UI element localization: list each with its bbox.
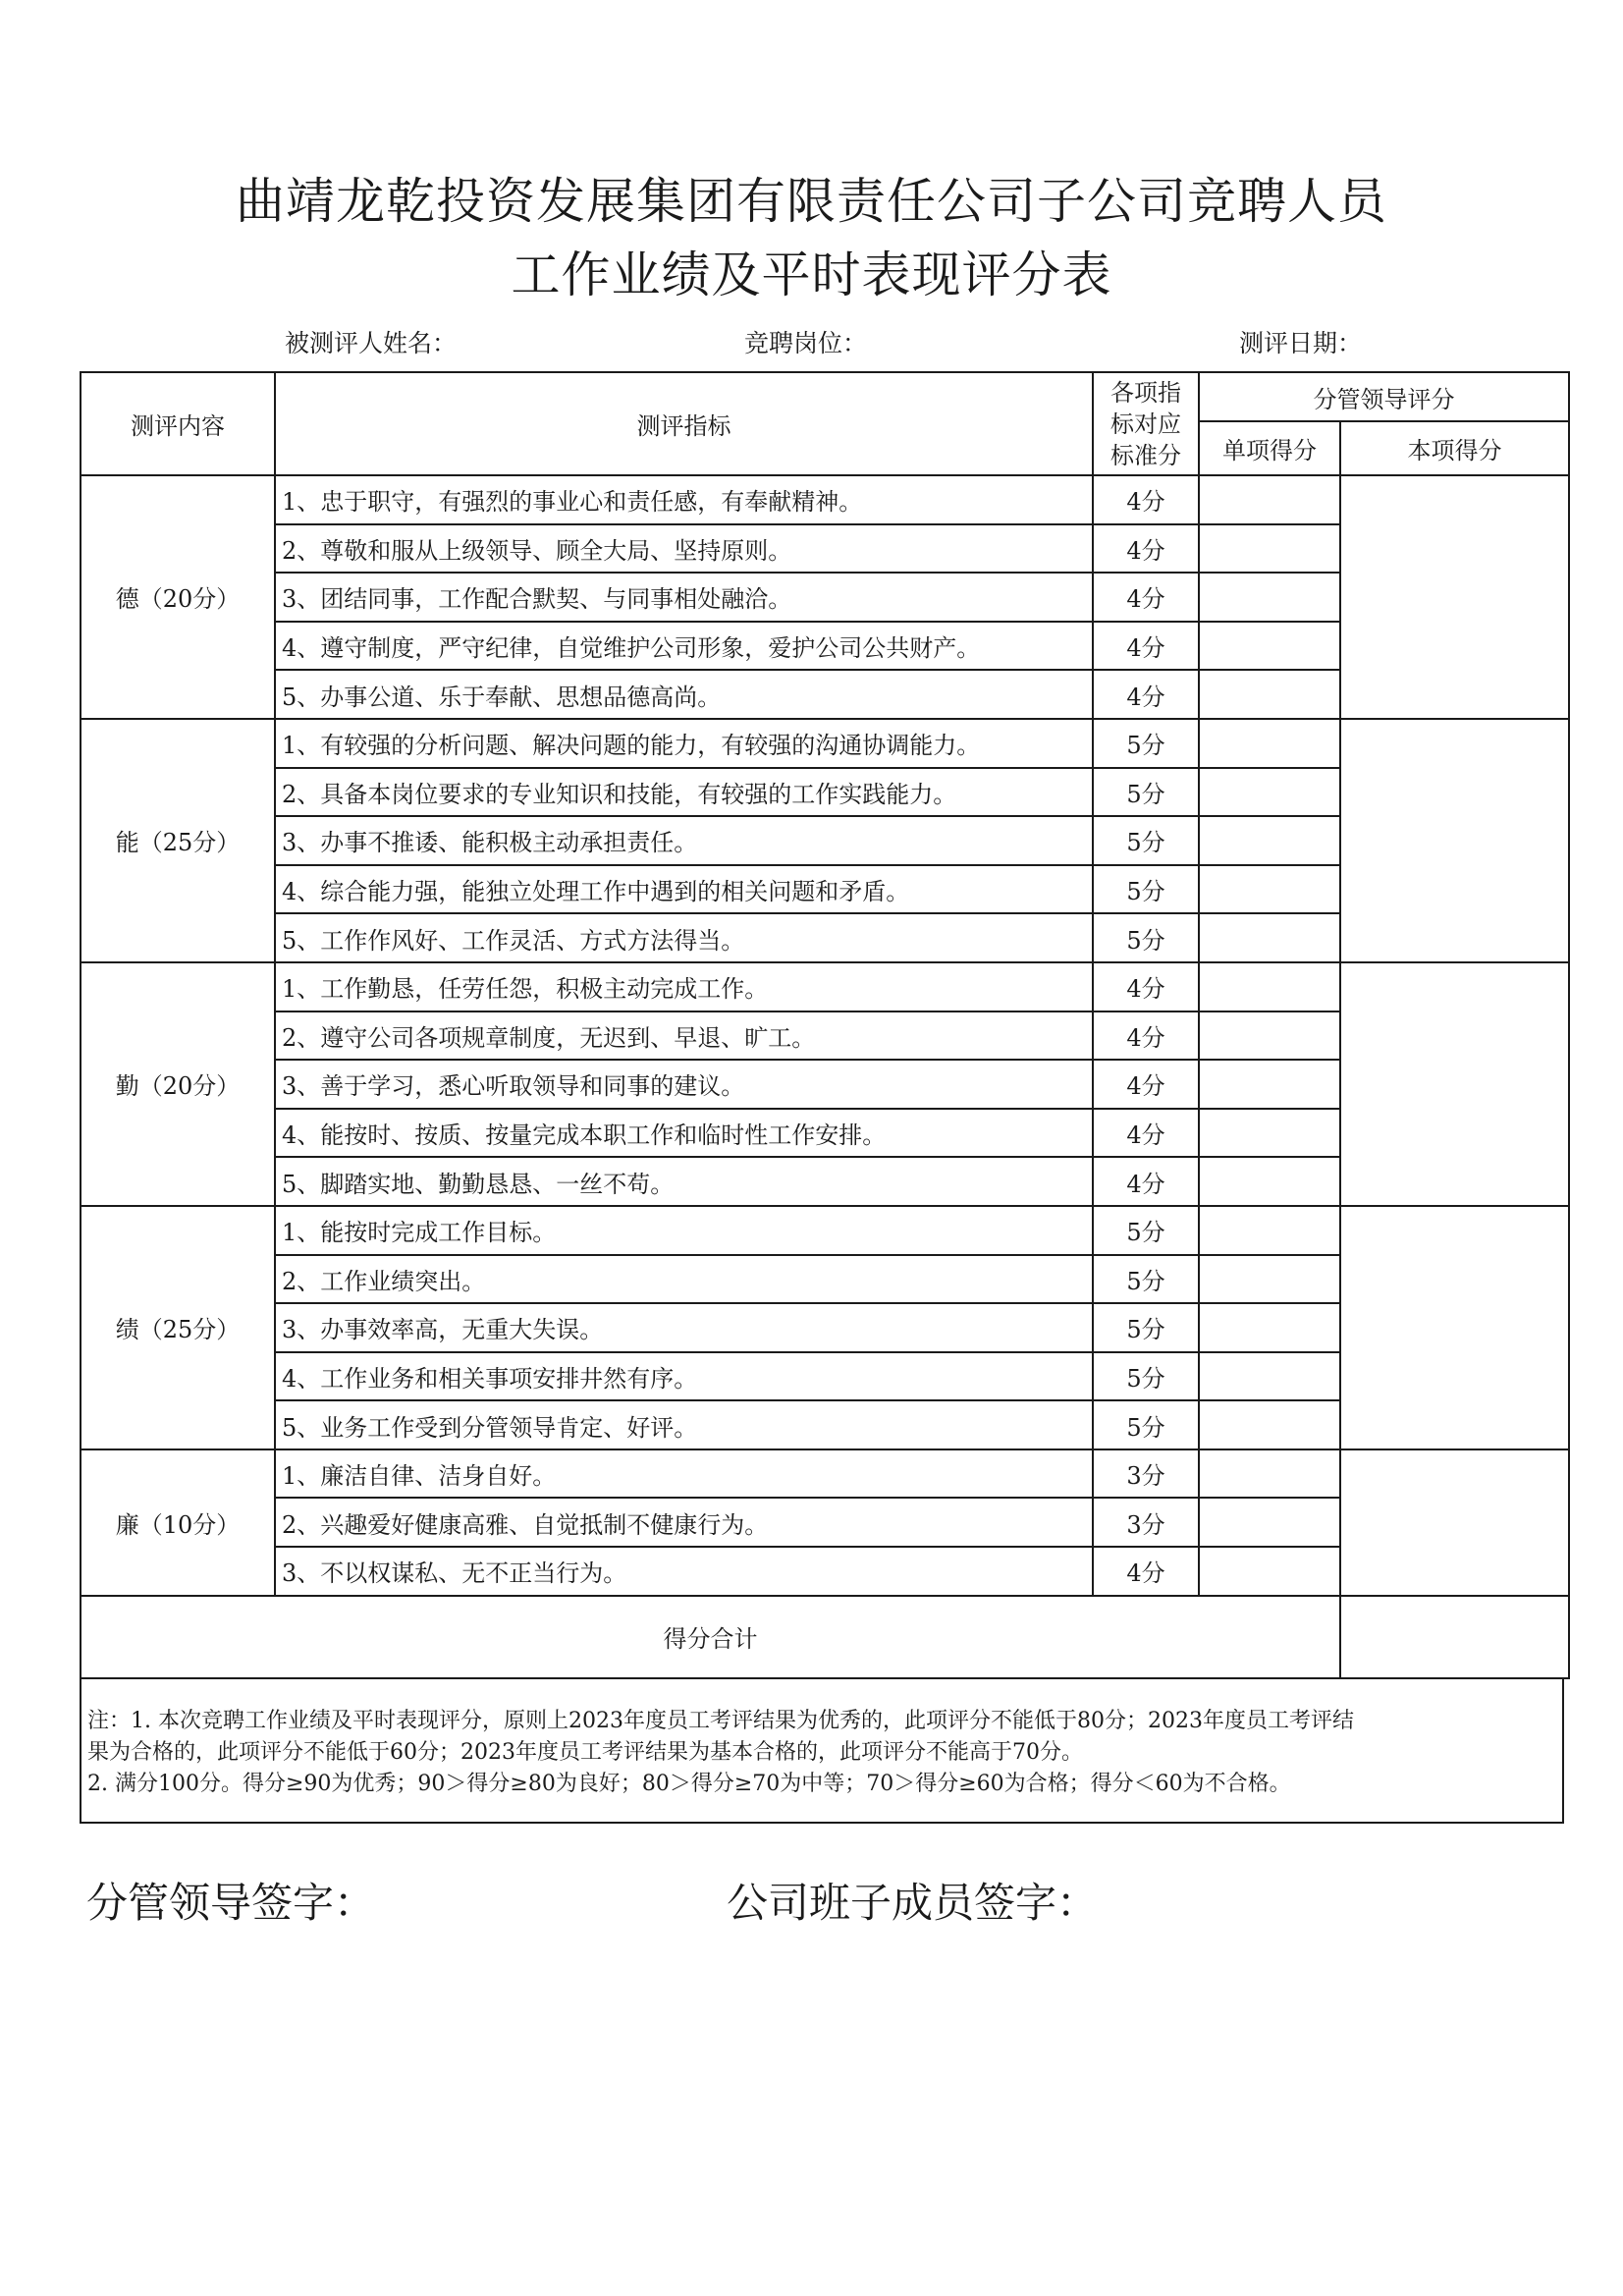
single-score-cell[interactable] (1199, 1109, 1340, 1158)
single-score-cell[interactable] (1199, 865, 1340, 914)
single-score-cell[interactable] (1199, 962, 1340, 1011)
indicator-text: 2、兴趣爱好健康高雅、自觉抵制不健康行为。 (275, 1498, 1093, 1547)
standard-score: 3分 (1093, 1498, 1199, 1547)
indicator-text: 5、脚踏实地、勤勤恳恳、一丝不苟。 (275, 1157, 1093, 1206)
table-row (81, 719, 1569, 768)
form-title-line2: 工作业绩及平时表现评分表 (511, 246, 1112, 303)
team-signature-label: 公司班子成员签字： (727, 1879, 1099, 1927)
single-score-cell[interactable] (1199, 768, 1340, 817)
section-name: 绩（25分） (81, 1206, 275, 1449)
indicator-text: 1、有较强的分析问题、解决问题的能力，有较强的沟通协调能力。 (275, 719, 1093, 768)
total-row (81, 1596, 1569, 1678)
indicator-text: 2、尊敬和服从上级领导、顾全大局、坚持原则。 (275, 524, 1093, 574)
standard-score: 4分 (1093, 670, 1199, 719)
item-score-cell[interactable] (1340, 1449, 1569, 1596)
section-name: 勤（20分） (81, 962, 275, 1206)
single-score-cell[interactable] (1199, 1303, 1340, 1352)
standard-score: 5分 (1093, 913, 1199, 962)
standard-score: 4分 (1093, 475, 1199, 524)
standard-score: 4分 (1093, 1547, 1199, 1596)
standard-score: 4分 (1093, 1011, 1199, 1061)
score-table (80, 371, 1570, 1679)
table-row (81, 962, 1569, 1011)
single-score-cell[interactable] (1199, 719, 1340, 768)
indicator-text: 1、工作勤恳，任劳任怨，积极主动完成工作。 (275, 962, 1093, 1011)
leader-signature-label: 分管领导签字： (86, 1879, 376, 1927)
indicator-text: 4、综合能力强，能独立处理工作中遇到的相关问题和矛盾。 (275, 865, 1093, 914)
table-row (81, 475, 1569, 524)
indicator-text: 3、办事效率高，无重大失误。 (275, 1303, 1093, 1352)
single-score-cell[interactable] (1199, 1498, 1340, 1547)
header-standard-line3: 标准分 (1110, 441, 1181, 469)
standard-score: 5分 (1093, 816, 1199, 865)
single-score-cell[interactable] (1199, 816, 1340, 865)
single-score-cell[interactable] (1199, 1206, 1340, 1255)
header-standard-line2: 标对应 (1110, 410, 1181, 438)
indicator-text: 1、廉洁自律、洁身自好。 (275, 1449, 1093, 1499)
assessee-name-label: 被测评人姓名： (285, 329, 458, 357)
indicator-text: 2、工作业绩突出。 (275, 1255, 1093, 1304)
standard-score: 5分 (1093, 865, 1199, 914)
indicator-text: 4、能按时、按质、按量完成本职工作和临时性工作安排。 (275, 1109, 1093, 1158)
indicator-text: 2、具备本岗位要求的专业知识和技能，有较强的工作实践能力。 (275, 768, 1093, 817)
assessment-date-label: 测评日期： (1239, 329, 1363, 357)
header-content: 测评内容 (81, 372, 275, 475)
single-score-cell[interactable] (1199, 622, 1340, 671)
note-line1: 注：1. 本次竞聘工作业绩及平时表现评分，原则上2023年度员工考评结果为优秀的，此项评分不能低于80分；2023年度员工考评结 (87, 1709, 1354, 1733)
single-score-cell[interactable] (1199, 1400, 1340, 1449)
header-item-score: 本项得分 (1340, 421, 1569, 475)
standard-score: 4分 (1093, 1157, 1199, 1206)
single-score-cell[interactable] (1199, 573, 1340, 622)
indicator-text: 1、能按时完成工作目标。 (275, 1206, 1093, 1255)
single-score-cell[interactable] (1199, 1011, 1340, 1061)
single-score-cell[interactable] (1199, 1352, 1340, 1401)
standard-score: 4分 (1093, 524, 1199, 574)
standard-score: 4分 (1093, 1109, 1199, 1158)
indicator-text: 3、不以权谋私、无不正当行为。 (275, 1547, 1093, 1596)
single-score-cell[interactable] (1199, 913, 1340, 962)
section-name: 德（20分） (81, 475, 275, 719)
note-line3: 2. 满分100分。得分≥90为优秀；90＞得分≥80为良好；80＞得分≥70为中等；70＞得分≥60为合格；得分＜60为不合格。 (87, 1772, 1291, 1796)
header-standard-score (1093, 372, 1199, 475)
indicator-text: 4、遵守制度，严守纪律，自觉维护公司形象，爱护公司公共财产。 (275, 622, 1093, 671)
standard-score: 5分 (1093, 1352, 1199, 1401)
standard-score: 5分 (1093, 768, 1199, 817)
header-indicator: 测评指标 (275, 372, 1093, 475)
standard-score: 4分 (1093, 622, 1199, 671)
total-score-cell[interactable] (1340, 1596, 1569, 1678)
form-title-line1: 曲靖龙乾投资发展集团有限责任公司子公司竞聘人员 (236, 173, 1387, 230)
standard-score: 5分 (1093, 1303, 1199, 1352)
indicator-text: 5、业务工作受到分管领导肯定、好评。 (275, 1400, 1093, 1449)
note-line2: 果为合格的，此项评分不能低于60分；2023年度员工考评结果为基本合格的，此项评分不能高于70分。 (87, 1740, 1083, 1765)
standard-score: 5分 (1093, 1206, 1199, 1255)
header-single-score: 单项得分 (1199, 421, 1340, 475)
indicator-text: 4、工作业务和相关事项安排井然有序。 (275, 1352, 1093, 1401)
indicator-text: 2、遵守公司各项规章制度，无迟到、早退、旷工。 (275, 1011, 1093, 1061)
standard-score: 4分 (1093, 962, 1199, 1011)
indicator-text: 3、办事不推诿、能积极主动承担责任。 (275, 816, 1093, 865)
item-score-cell[interactable] (1340, 962, 1569, 1206)
notes-box (80, 1678, 1564, 1824)
single-score-cell[interactable] (1199, 1449, 1340, 1499)
item-score-cell[interactable] (1340, 1206, 1569, 1449)
table-row (81, 1206, 1569, 1255)
standard-score: 5分 (1093, 719, 1199, 768)
indicator-text: 3、善于学习，悉心听取领导和同事的建议。 (275, 1060, 1093, 1109)
single-score-cell[interactable] (1199, 1547, 1340, 1596)
standard-score: 3分 (1093, 1449, 1199, 1499)
single-score-cell[interactable] (1199, 1157, 1340, 1206)
item-score-cell[interactable] (1340, 719, 1569, 962)
standard-score: 5分 (1093, 1400, 1199, 1449)
standard-score: 5分 (1093, 1255, 1199, 1304)
indicator-text: 1、忠于职守，有强烈的事业心和责任感，有奉献精神。 (275, 475, 1093, 524)
indicator-text: 5、办事公道、乐于奉献、思想品德高尚。 (275, 670, 1093, 719)
single-score-cell[interactable] (1199, 1255, 1340, 1304)
table-row (81, 1449, 1569, 1499)
single-score-cell[interactable] (1199, 524, 1340, 574)
total-label: 得分合计 (81, 1596, 1340, 1678)
section-name: 廉（10分） (81, 1449, 275, 1596)
item-score-cell[interactable] (1340, 475, 1569, 719)
indicator-text: 5、工作作风好、工作灵活、方式方法得当。 (275, 913, 1093, 962)
standard-score: 4分 (1093, 1060, 1199, 1109)
post-label: 竞聘岗位： (744, 329, 868, 357)
single-score-cell[interactable] (1199, 670, 1340, 719)
single-score-cell[interactable] (1199, 475, 1340, 524)
indicator-text: 3、团结同事，工作配合默契、与同事相处融洽。 (275, 573, 1093, 622)
single-score-cell[interactable] (1199, 1060, 1340, 1109)
standard-score: 4分 (1093, 573, 1199, 622)
section-name: 能（25分） (81, 719, 275, 962)
header-standard-line1: 各项指 (1110, 378, 1181, 407)
header-leader-score: 分管领导评分 (1199, 372, 1569, 421)
